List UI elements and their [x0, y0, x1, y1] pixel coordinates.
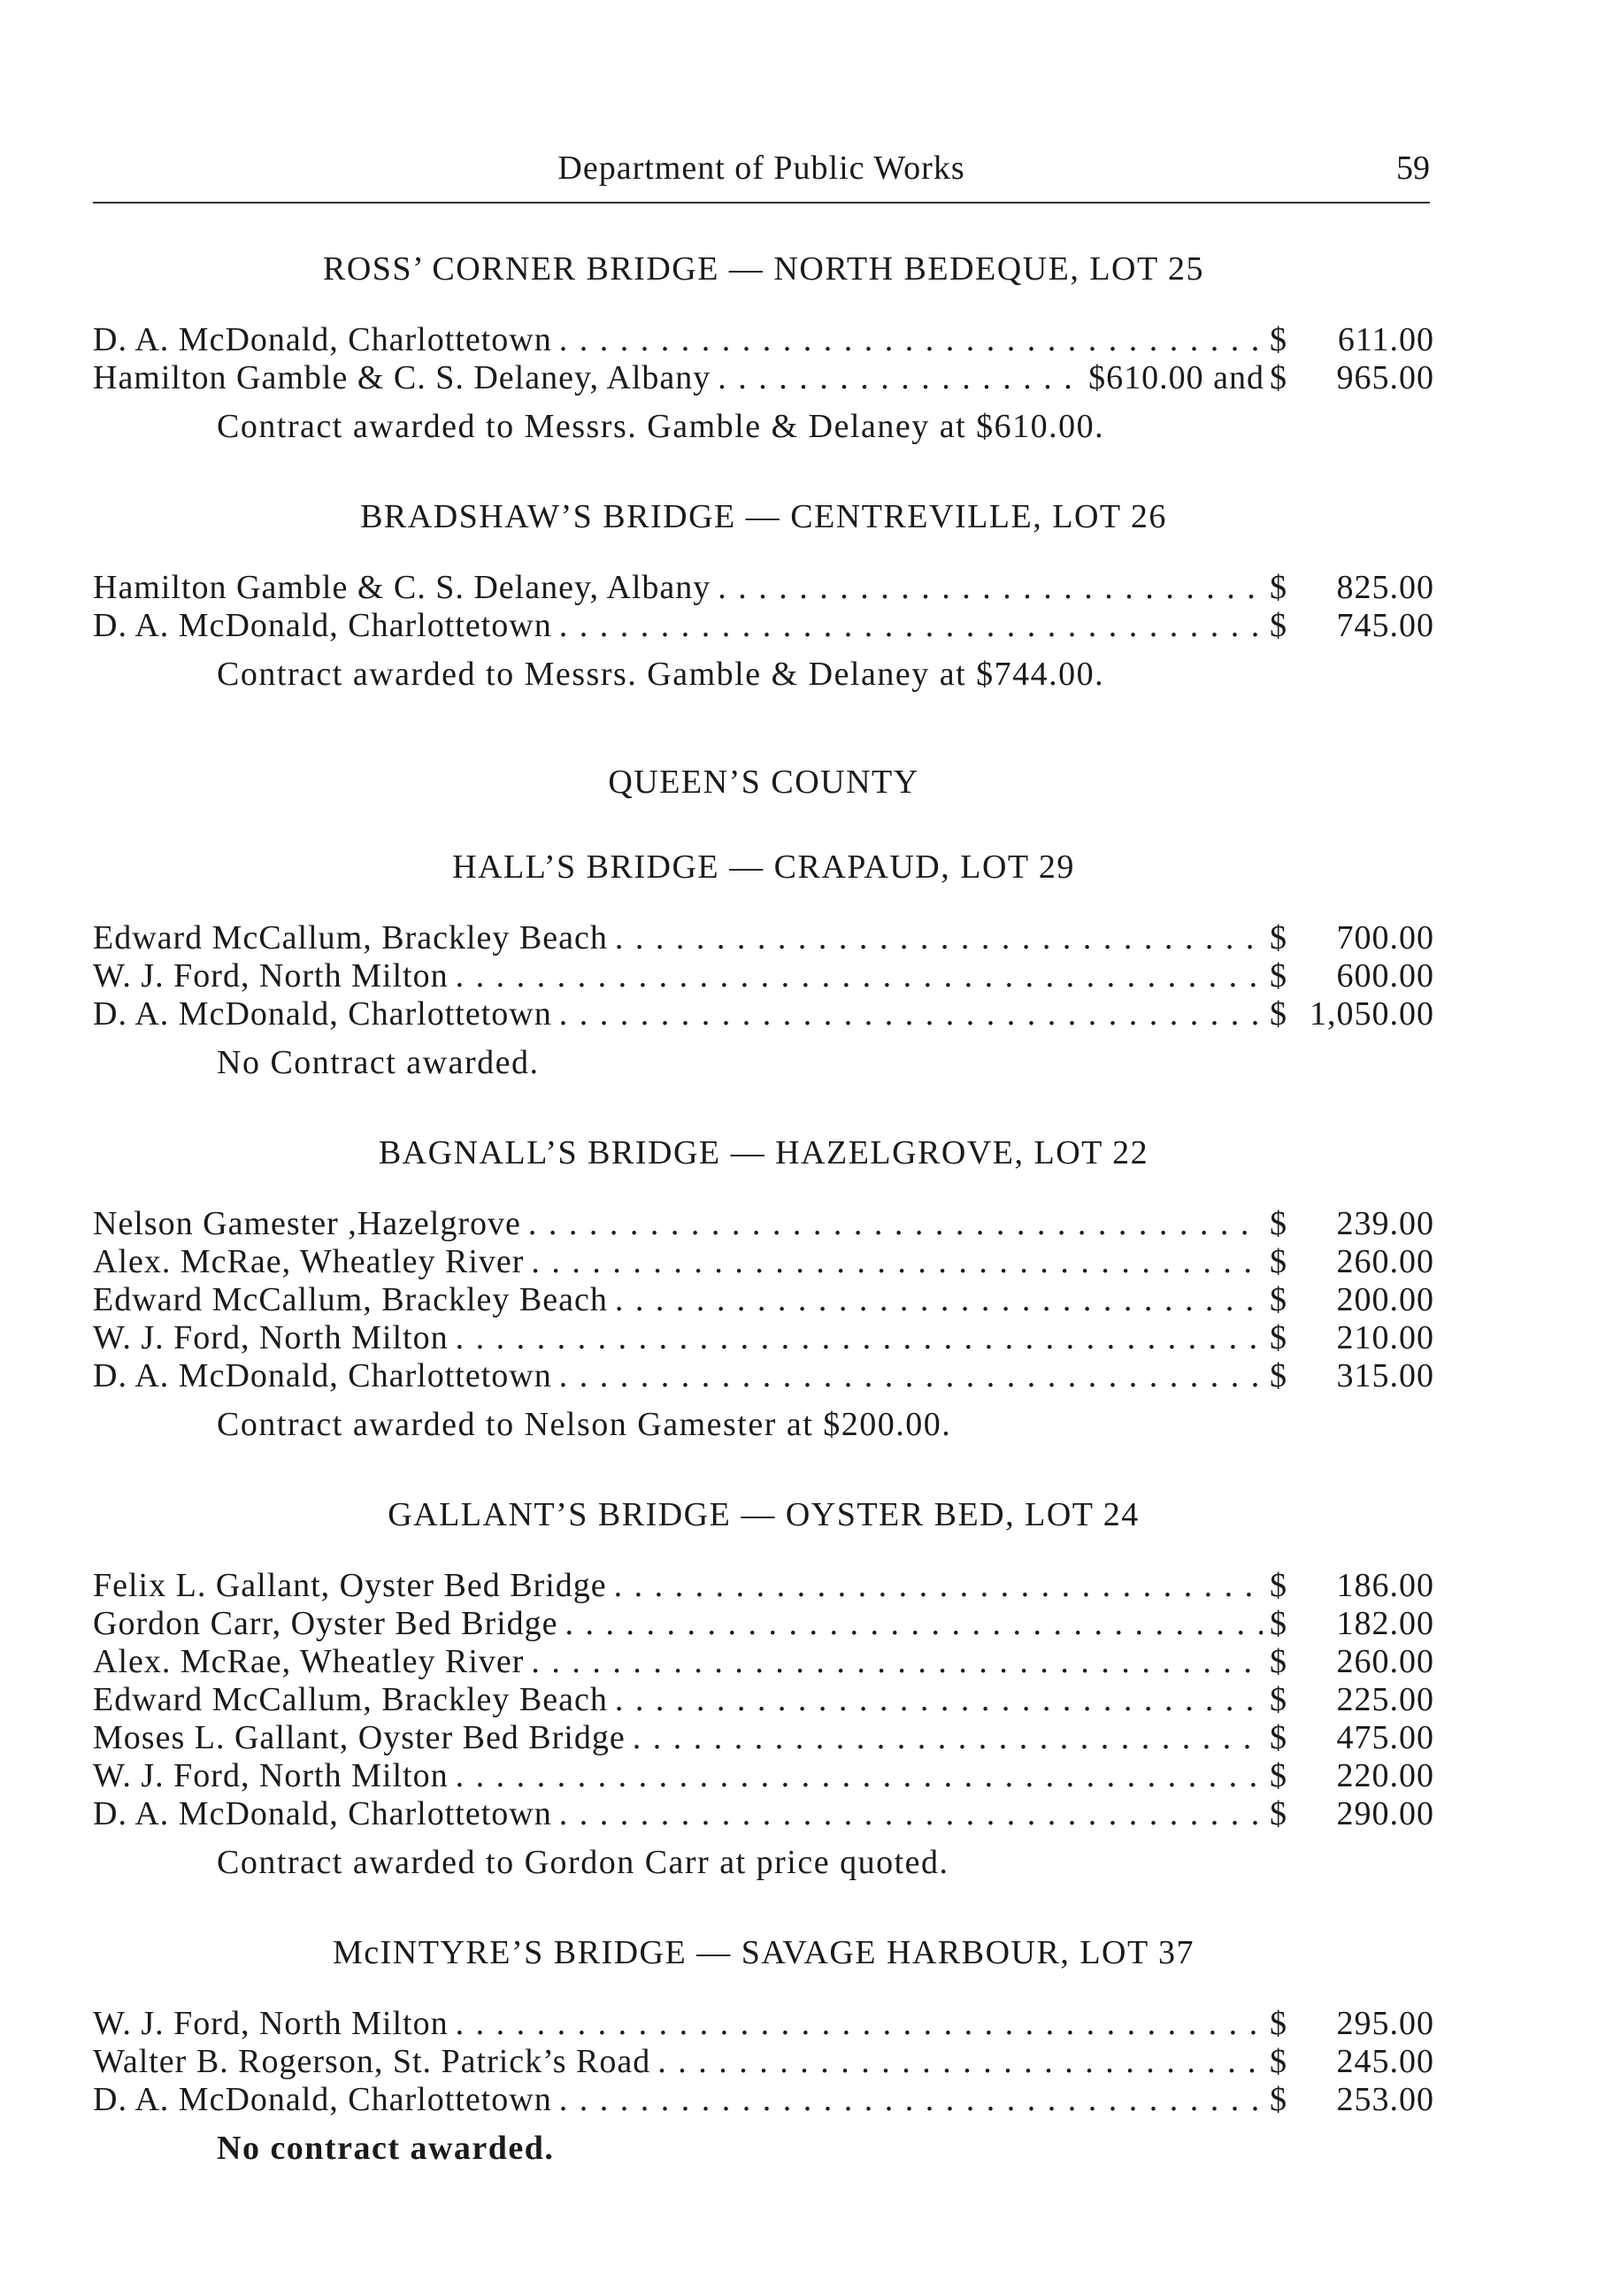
- contract-result: No Contract awarded.: [217, 1044, 540, 1081]
- contract-result: Contract awarded to Messrs. Gamble & Delaney at $610.00.: [217, 408, 1105, 445]
- bid-list: [93, 1204, 1434, 1394]
- bid-row: [93, 1642, 1434, 1680]
- dollar-sign: $: [1270, 1281, 1287, 1318]
- dot-leader: [559, 2080, 1263, 2119]
- bidder-name: D. A. McDonald, Charlottetown: [93, 1357, 552, 1394]
- section-bagnalls-bridge: [93, 1133, 1434, 1444]
- bid-amount: [1270, 1642, 1434, 1681]
- dot-leader: [456, 1756, 1263, 1795]
- bid-amount: [1270, 1356, 1434, 1395]
- bidder-name: Gordon Carr, Oyster Bed Bridge: [93, 1605, 558, 1642]
- page-header: [93, 149, 1430, 202]
- bid-row: [93, 1204, 1434, 1242]
- running-title: Department of Public Works: [557, 150, 965, 187]
- bid-amount: [1270, 1718, 1434, 1757]
- dollar-sign: $: [1270, 1205, 1287, 1242]
- amount-value: 260.00: [1336, 1243, 1434, 1280]
- dot-leader: [565, 1604, 1263, 1643]
- amount-value: 825.00: [1336, 569, 1434, 606]
- amount-value: 965.00: [1336, 359, 1434, 396]
- contract-result: Contract awarded to Gordon Carr at price quoted.: [217, 1844, 949, 1881]
- bid-row: [93, 1756, 1434, 1794]
- bid-amount: [1270, 320, 1434, 359]
- bid-list: [93, 568, 1434, 644]
- section-bradshaws-bridge: [93, 497, 1434, 694]
- amount-value: 600.00: [1336, 957, 1434, 994]
- amount-value: 239.00: [1336, 1205, 1434, 1242]
- contract-result: Contract awarded to Nelson Gamester at $200.00.: [217, 1406, 952, 1443]
- page-number: 59: [1396, 150, 1430, 187]
- bid-row: [93, 994, 1434, 1033]
- bid-amount: [1270, 1242, 1434, 1281]
- dollar-sign: $: [1270, 1319, 1287, 1356]
- bid-row: [93, 358, 1434, 396]
- dollar-sign: $: [1270, 1357, 1287, 1394]
- dot-leader: [559, 1356, 1263, 1395]
- amount-value: 200.00: [1336, 1281, 1434, 1318]
- bid-row: [93, 2004, 1434, 2042]
- amount-value: 700.00: [1336, 919, 1434, 956]
- dollar-sign: $: [1270, 1719, 1287, 1756]
- section-heading: ROSS’ CORNER BRIDGE — NORTH BEDEQUE, LOT 25: [322, 250, 1205, 288]
- dollar-sign: $: [1270, 1681, 1287, 1718]
- bid-list: [93, 1566, 1434, 1832]
- bid-amount: [1270, 1794, 1434, 1833]
- dollar-sign: $: [1270, 1795, 1287, 1832]
- section-ross-corner-bridge: [93, 250, 1434, 446]
- bidder-name: D. A. McDonald, Charlottetown: [93, 2081, 552, 2118]
- bid-row: [93, 1604, 1434, 1642]
- bidder-name: D. A. McDonald, Charlottetown: [93, 607, 552, 644]
- dot-leader: [456, 2004, 1263, 2043]
- bid-row: [93, 1356, 1434, 1394]
- bidder-name: Moses L. Gallant, Oyster Bed Bridge: [93, 1719, 626, 1756]
- bidder-name: D. A. McDonald, Charlottetown: [93, 995, 552, 1033]
- bid-amount: [1270, 1756, 1434, 1795]
- dollar-sign: $: [1270, 1757, 1287, 1794]
- bid-amount: [1270, 1204, 1434, 1243]
- bid-row: [93, 1794, 1434, 1832]
- dollar-sign: $: [1270, 2081, 1287, 2118]
- dollar-sign: $: [1270, 1605, 1287, 1642]
- bid-list: [93, 918, 1434, 1033]
- amount-value: 315.00: [1336, 1357, 1434, 1394]
- bid-row: [93, 1566, 1434, 1604]
- dot-leader: [559, 1794, 1263, 1833]
- bid-amount: [1270, 918, 1434, 957]
- amount-value: 186.00: [1336, 1567, 1434, 1604]
- dot-leader: [718, 568, 1263, 607]
- bidder-name: W. J. Ford, North Milton: [93, 1757, 449, 1794]
- bid-amount: [1270, 994, 1434, 1033]
- bidder-name: D. A. McDonald, Charlottetown: [93, 321, 552, 358]
- section-mcintyres-bridge: [93, 1933, 1434, 2168]
- dot-leader: [531, 1242, 1263, 1281]
- bidder-name: Edward McCallum, Brackley Beach: [93, 1681, 608, 1718]
- section-heading: BRADSHAW’S BRIDGE — CENTREVILLE, LOT 26: [360, 498, 1167, 535]
- dot-leader: [615, 1680, 1263, 1719]
- bidder-name: W. J. Ford, North Milton: [93, 2005, 449, 2042]
- bidder-name: Walter B. Rogerson, St. Patrick’s Road: [93, 2043, 651, 2080]
- bidder-name: Edward McCallum, Brackley Beach: [93, 1281, 608, 1318]
- section-gallants-bridge: [93, 1495, 1434, 1882]
- amount-value: 745.00: [1336, 607, 1434, 644]
- dot-leader: [614, 1566, 1263, 1605]
- dollar-sign: $: [1270, 1243, 1287, 1280]
- dot-leader: [456, 1318, 1263, 1357]
- bid-row: [93, 320, 1434, 358]
- bidder-name: Edward McCallum, Brackley Beach: [93, 919, 608, 956]
- dot-leader: [615, 918, 1263, 957]
- bidder-name: Hamilton Gamble & C. S. Delaney, Albany: [93, 359, 711, 396]
- amount-value: 220.00: [1336, 1757, 1434, 1794]
- bid-row: [93, 918, 1434, 956]
- alternate-amount: $610.00 and: [1088, 359, 1264, 396]
- dollar-sign: $: [1270, 995, 1287, 1033]
- bidder-name: W. J. Ford, North Milton: [93, 957, 449, 994]
- amount-value: 290.00: [1336, 1795, 1434, 1832]
- dollar-sign: $: [1270, 321, 1287, 358]
- bid-row: [93, 2042, 1434, 2080]
- section-heading: McINTYRE’S BRIDGE — SAVAGE HARBOUR, LOT 37: [333, 1934, 1195, 1971]
- dollar-sign: $: [1270, 607, 1287, 644]
- bid-row: [93, 1680, 1434, 1718]
- bidder-name: D. A. McDonald, Charlottetown: [93, 1795, 552, 1832]
- bid-amount: [1270, 2004, 1434, 2043]
- amount-value: 475.00: [1336, 1719, 1434, 1756]
- bid-amount: [1270, 1604, 1434, 1643]
- bidder-name: Nelson Gamester ,Hazelgrove: [93, 1205, 521, 1242]
- bid-list: [93, 2004, 1434, 2118]
- bid-amount: [1270, 1680, 1434, 1719]
- bid-row: [93, 956, 1434, 994]
- dot-leader: [456, 956, 1263, 995]
- bid-list: [93, 320, 1434, 396]
- dot-leader: [633, 1718, 1263, 1757]
- amount-value: 210.00: [1336, 1319, 1434, 1356]
- dollar-sign: $: [1270, 957, 1287, 994]
- bid-amount: [1270, 606, 1434, 645]
- dot-leader: [657, 2042, 1263, 2081]
- county-heading: QUEEN’S COUNTY: [608, 764, 919, 801]
- amount-value: 253.00: [1336, 2081, 1434, 2118]
- bid-amount: [1270, 568, 1434, 607]
- bid-amount: [1270, 2080, 1434, 2119]
- section-halls-bridge: [93, 848, 1434, 1082]
- dollar-sign: $: [1270, 2005, 1287, 2042]
- bid-amount: [1270, 2042, 1434, 2081]
- bid-amount: [1270, 1318, 1434, 1357]
- amount-value: 225.00: [1336, 1681, 1434, 1718]
- section-heading: HALL’S BRIDGE — CRAPAUD, LOT 29: [452, 849, 1075, 886]
- bid-row: [93, 568, 1434, 606]
- amount-value: 260.00: [1336, 1643, 1434, 1680]
- bid-row: [93, 1718, 1434, 1756]
- dot-leader: [559, 606, 1263, 645]
- section-heading: GALLANT’S BRIDGE — OYSTER BED, LOT 24: [388, 1496, 1140, 1533]
- dollar-sign: $: [1270, 919, 1287, 956]
- bid-amount: [1270, 1280, 1434, 1319]
- bidder-name: Alex. McRae, Wheatley River: [93, 1643, 525, 1680]
- bid-row: [93, 1318, 1434, 1356]
- dot-leader: [615, 1280, 1263, 1319]
- amount-value: 1,050.00: [1310, 995, 1434, 1033]
- bidder-name: W. J. Ford, North Milton: [93, 1319, 449, 1356]
- amount-value: 182.00: [1336, 1605, 1434, 1642]
- amount-value: 611.00: [1337, 321, 1434, 358]
- bidder-name: Alex. McRae, Wheatley River: [93, 1243, 525, 1280]
- dot-leader: [559, 994, 1263, 1033]
- dollar-sign: $: [1270, 359, 1287, 396]
- bid-row: [93, 606, 1434, 644]
- dollar-sign: $: [1270, 1567, 1287, 1604]
- bid-row: [93, 2080, 1434, 2118]
- dot-leader: [531, 1642, 1263, 1681]
- bidder-name: Hamilton Gamble & C. S. Delaney, Albany: [93, 569, 711, 606]
- dollar-sign: $: [1270, 569, 1287, 606]
- contract-result: Contract awarded to Messrs. Gamble & Delaney at $744.00.: [217, 656, 1105, 693]
- amount-value: 245.00: [1336, 2043, 1434, 2080]
- dollar-sign: $: [1270, 1643, 1287, 1680]
- dot-leader: [528, 1204, 1263, 1243]
- dollar-sign: $: [1270, 2043, 1287, 2080]
- amount-value: 295.00: [1336, 2005, 1434, 2042]
- header-rule: [93, 202, 1430, 203]
- contract-result: No contract awarded.: [217, 2130, 555, 2167]
- bid-amount: [1270, 956, 1434, 995]
- dot-leader: [718, 358, 1081, 397]
- dot-leader: [559, 320, 1263, 359]
- bid-row: [93, 1242, 1434, 1280]
- bid-amount: [1270, 1566, 1434, 1605]
- bid-amount: [1088, 358, 1434, 397]
- section-heading: BAGNALL’S BRIDGE — HAZELGROVE, LOT 22: [378, 1134, 1149, 1171]
- bidder-name: Felix L. Gallant, Oyster Bed Bridge: [93, 1567, 607, 1604]
- page-content: [93, 250, 1434, 2219]
- bid-row: [93, 1280, 1434, 1318]
